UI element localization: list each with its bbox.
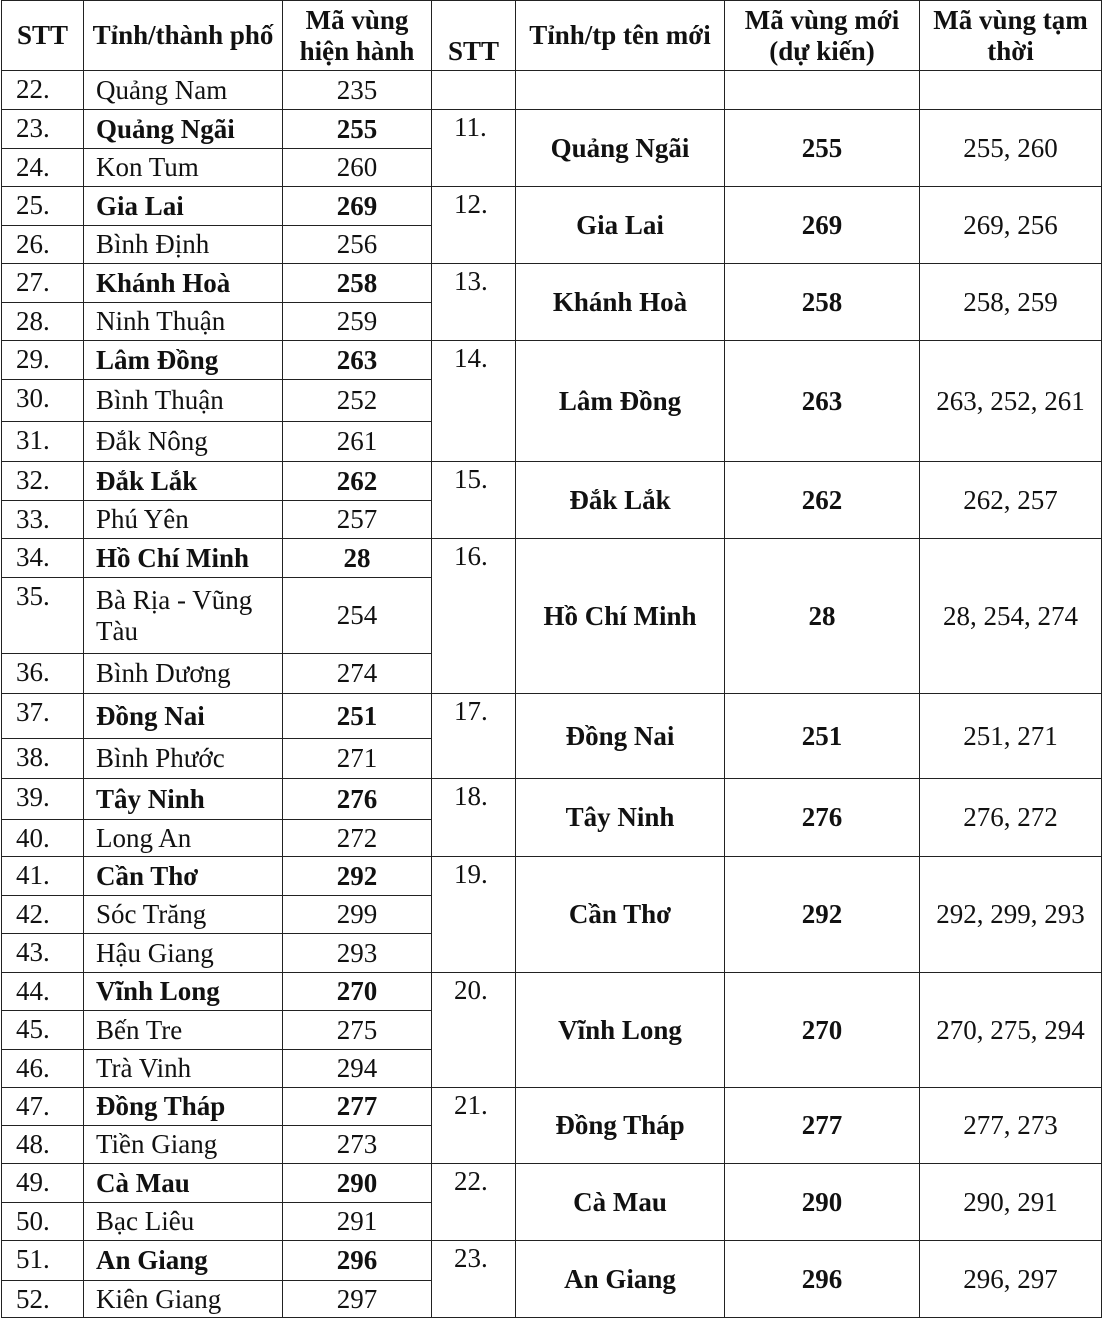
current-area-code: 292 [283, 857, 432, 896]
table-row [2, 264, 1102, 303]
row-stt: 50. [2, 1203, 84, 1241]
row-stt: 49. [2, 1164, 84, 1203]
temporary-area-codes: 269, 256 [920, 187, 1102, 264]
new-stt: 15. [432, 462, 516, 539]
current-area-code: 275 [283, 1011, 432, 1050]
current-area-code: 251 [283, 694, 432, 739]
province-name: Trà Vinh [84, 1050, 283, 1088]
province-name: Kon Tum [84, 149, 283, 187]
temporary-area-codes: 263, 252, 261 [920, 341, 1102, 462]
current-area-code: 262 [283, 462, 432, 501]
new-province-name: Đắk Lắk [516, 462, 725, 539]
current-area-code: 272 [283, 820, 432, 857]
new-stt: 16. [432, 539, 516, 694]
province-name: Hậu Giang [84, 934, 283, 973]
current-area-code: 291 [283, 1203, 432, 1241]
current-area-code: 256 [283, 226, 432, 264]
temporary-area-codes: 270, 275, 294 [920, 973, 1102, 1088]
current-area-code: 276 [283, 779, 432, 820]
row-stt: 27. [2, 264, 84, 303]
row-stt: 41. [2, 857, 84, 896]
table-row [2, 1241, 1102, 1281]
current-area-code: 255 [283, 110, 432, 149]
current-area-code: 269 [283, 187, 432, 226]
current-area-code: 259 [283, 303, 432, 341]
province-name: Bến Tre [84, 1011, 283, 1050]
province-name: Hồ Chí Minh [84, 539, 283, 578]
province-name: Vĩnh Long [84, 973, 283, 1011]
province-name: Cần Thơ [84, 857, 283, 896]
new-province-name: Khánh Hoà [516, 264, 725, 341]
table-row [2, 539, 1102, 578]
header-temp-code: Mã vùng tạm thời [920, 1, 1102, 71]
temporary-area-codes: 262, 257 [920, 462, 1102, 539]
province-name: Bình Định [84, 226, 283, 264]
current-area-code: 254 [283, 578, 432, 654]
new-province-name: An Giang [516, 1241, 725, 1318]
current-area-code: 293 [283, 934, 432, 973]
new-area-code: 262 [725, 462, 920, 539]
temporary-area-codes [920, 71, 1102, 110]
province-name: Đắk Nông [84, 422, 283, 462]
table-row [2, 341, 1102, 380]
province-name: Kiên Giang [84, 1281, 283, 1318]
province-name: Bình Thuận [84, 380, 283, 422]
row-stt: 34. [2, 539, 84, 578]
row-stt: 26. [2, 226, 84, 264]
row-stt: 31. [2, 422, 84, 462]
current-area-code: 263 [283, 341, 432, 380]
header-province: Tỉnh/thành phố [84, 1, 283, 71]
row-stt: 24. [2, 149, 84, 187]
current-area-code: 258 [283, 264, 432, 303]
row-stt: 51. [2, 1241, 84, 1281]
new-province-name: Hồ Chí Minh [516, 539, 725, 694]
province-name: Đồng Nai [84, 694, 283, 739]
current-area-code: 299 [283, 896, 432, 934]
new-stt: 20. [432, 973, 516, 1088]
new-province-name: Tây Ninh [516, 779, 725, 857]
row-stt: 23. [2, 110, 84, 149]
header-new-name: Tỉnh/tp tên mới [516, 1, 725, 71]
new-area-code: 270 [725, 973, 920, 1088]
current-area-code: 297 [283, 1281, 432, 1318]
new-stt: 12. [432, 187, 516, 264]
province-name: Bình Dương [84, 654, 283, 694]
table-row [2, 779, 1102, 820]
current-area-code: 261 [283, 422, 432, 462]
current-area-code: 294 [283, 1050, 432, 1088]
table-row [2, 973, 1102, 1011]
new-stt: 18. [432, 779, 516, 857]
new-area-code: 251 [725, 694, 920, 779]
new-stt: 19. [432, 857, 516, 973]
row-stt: 46. [2, 1050, 84, 1088]
row-stt: 33. [2, 501, 84, 539]
row-stt: 47. [2, 1088, 84, 1126]
new-province-name [516, 71, 725, 110]
province-name: Đắk Lắk [84, 462, 283, 501]
new-area-code: 296 [725, 1241, 920, 1318]
current-area-code: 296 [283, 1241, 432, 1281]
row-stt: 32. [2, 462, 84, 501]
temporary-area-codes: 277, 273 [920, 1088, 1102, 1164]
province-name: Bình Phước [84, 739, 283, 779]
row-stt: 48. [2, 1126, 84, 1164]
table-row [2, 857, 1102, 896]
province-name: Cà Mau [84, 1164, 283, 1203]
temporary-area-codes: 251, 271 [920, 694, 1102, 779]
row-stt: 52. [2, 1281, 84, 1318]
new-province-name: Đồng Tháp [516, 1088, 725, 1164]
province-name: Bà Rịa - Vũng Tàu [84, 578, 283, 654]
table-row [2, 1088, 1102, 1126]
current-area-code: 257 [283, 501, 432, 539]
header-current-code: Mã vùng hiện hành [283, 1, 432, 71]
new-area-code: 292 [725, 857, 920, 973]
row-stt: 44. [2, 973, 84, 1011]
new-stt: 13. [432, 264, 516, 341]
new-province-name: Gia Lai [516, 187, 725, 264]
province-name: Lâm Đồng [84, 341, 283, 380]
temporary-area-codes: 28, 254, 274 [920, 539, 1102, 694]
row-stt: 28. [2, 303, 84, 341]
new-stt: 21. [432, 1088, 516, 1164]
province-name: Đồng Tháp [84, 1088, 283, 1126]
temporary-area-codes: 292, 299, 293 [920, 857, 1102, 973]
new-area-code: 258 [725, 264, 920, 341]
province-name: Tiền Giang [84, 1126, 283, 1164]
header-stt: STT [2, 1, 84, 71]
new-stt: 14. [432, 341, 516, 462]
row-stt: 22. [2, 71, 84, 110]
province-name: Ninh Thuận [84, 303, 283, 341]
province-name: Khánh Hoà [84, 264, 283, 303]
area-code-table [1, 0, 1102, 1318]
new-province-name: Quảng Ngãi [516, 110, 725, 187]
table-row [2, 694, 1102, 739]
header-new-code: Mã vùng mới (dự kiến) [725, 1, 920, 71]
table-row [2, 110, 1102, 149]
row-stt: 45. [2, 1011, 84, 1050]
new-stt: 23. [432, 1241, 516, 1318]
row-stt: 39. [2, 779, 84, 820]
province-name: Long An [84, 820, 283, 857]
row-stt: 38. [2, 739, 84, 779]
current-area-code: 273 [283, 1126, 432, 1164]
current-area-code: 290 [283, 1164, 432, 1203]
new-area-code: 263 [725, 341, 920, 462]
new-stt: 11. [432, 110, 516, 187]
new-stt: 17. [432, 694, 516, 779]
table-row [2, 71, 1102, 110]
province-name: Sóc Trăng [84, 896, 283, 934]
table-body [2, 71, 1102, 1318]
province-name: Bạc Liêu [84, 1203, 283, 1241]
new-province-name: Vĩnh Long [516, 973, 725, 1088]
current-area-code: 252 [283, 380, 432, 422]
row-stt: 40. [2, 820, 84, 857]
table-row [2, 187, 1102, 226]
province-name: Quảng Nam [84, 71, 283, 110]
new-stt [432, 71, 516, 110]
row-stt: 35. [2, 578, 84, 654]
new-area-code [725, 71, 920, 110]
current-area-code: 270 [283, 973, 432, 1011]
temporary-area-codes: 255, 260 [920, 110, 1102, 187]
row-stt: 30. [2, 380, 84, 422]
new-stt: 22. [432, 1164, 516, 1241]
row-stt: 25. [2, 187, 84, 226]
new-area-code: 277 [725, 1088, 920, 1164]
current-area-code: 274 [283, 654, 432, 694]
table-row [2, 1164, 1102, 1203]
new-area-code: 269 [725, 187, 920, 264]
row-stt: 36. [2, 654, 84, 694]
header-new-stt: STT [432, 1, 516, 71]
current-area-code: 277 [283, 1088, 432, 1126]
province-name: An Giang [84, 1241, 283, 1281]
current-area-code: 271 [283, 739, 432, 779]
province-name: Quảng Ngãi [84, 110, 283, 149]
new-province-name: Cần Thơ [516, 857, 725, 973]
province-name: Phú Yên [84, 501, 283, 539]
new-province-name: Lâm Đồng [516, 341, 725, 462]
table-row [2, 462, 1102, 501]
province-name: Gia Lai [84, 187, 283, 226]
current-area-code: 260 [283, 149, 432, 187]
row-stt: 37. [2, 694, 84, 739]
temporary-area-codes: 296, 297 [920, 1241, 1102, 1318]
row-stt: 29. [2, 341, 84, 380]
temporary-area-codes: 290, 291 [920, 1164, 1102, 1241]
new-province-name: Đồng Nai [516, 694, 725, 779]
province-name: Tây Ninh [84, 779, 283, 820]
temporary-area-codes: 258, 259 [920, 264, 1102, 341]
new-area-code: 276 [725, 779, 920, 857]
row-stt: 42. [2, 896, 84, 934]
new-area-code: 290 [725, 1164, 920, 1241]
row-stt: 43. [2, 934, 84, 973]
current-area-code: 235 [283, 71, 432, 110]
current-area-code: 28 [283, 539, 432, 578]
new-area-code: 28 [725, 539, 920, 694]
new-province-name: Cà Mau [516, 1164, 725, 1241]
temporary-area-codes: 276, 272 [920, 779, 1102, 857]
new-area-code: 255 [725, 110, 920, 187]
